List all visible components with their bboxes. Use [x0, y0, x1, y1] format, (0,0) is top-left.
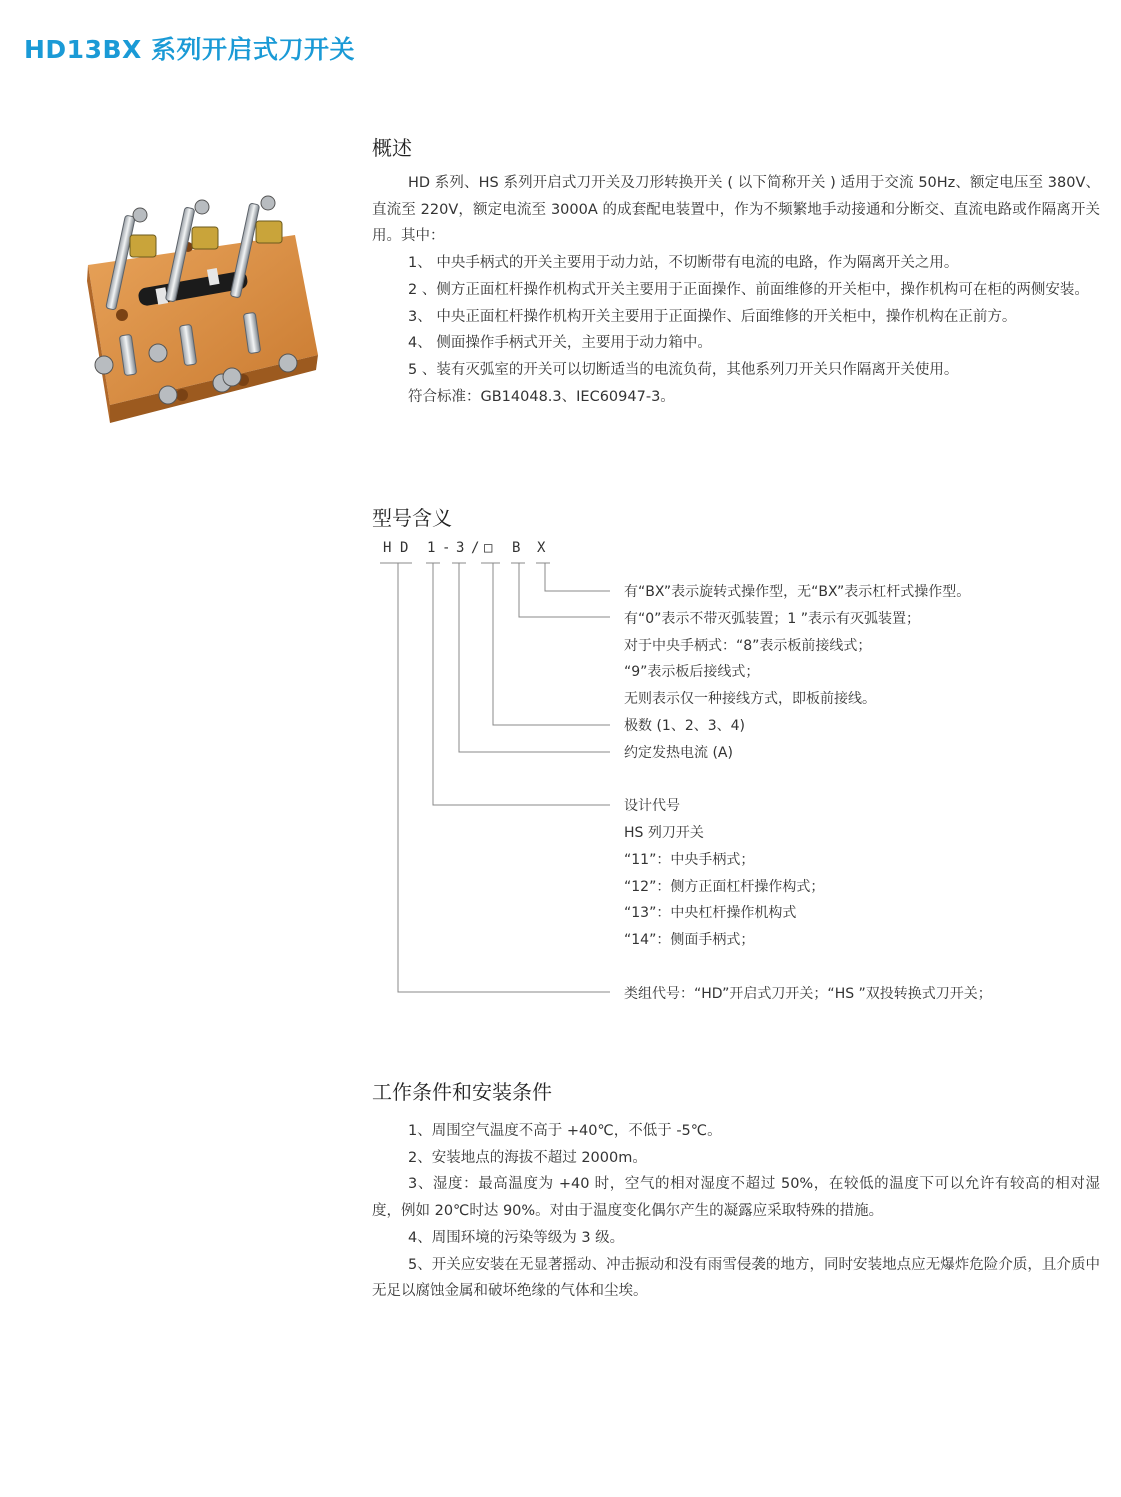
legend-line: “9”表示板后接线式；	[624, 664, 760, 680]
overview-text	[372, 170, 1100, 410]
legend-line: “12”：侧方正面杠杆操作构式；	[624, 879, 825, 895]
overview-paragraph: 符合标准：GB14048.3、IEC60947-3。	[408, 388, 675, 405]
overview-paragraph: 1、 中央手柄式的开关主要用于动力站，不切断带有电流的电路，作为隔离开关之用。	[408, 255, 959, 272]
code-char: B	[512, 540, 522, 556]
legend-line: 有“BX”表示旋转式操作型，无“BX”表示杠杆式操作型。	[624, 584, 971, 600]
legend-line: 对于中央手柄式：“8”表示板前接线式；	[624, 638, 872, 654]
legend-line: 设计代号	[624, 798, 680, 814]
condition-item: 3、湿度：最高温度为 +40 时，空气的相对湿度不超过 50%，在较低的温度下可以允许有较高的相对湿度，例如 20℃时达 90%。对由于温度变化偶尔产生的凝露应采取特殊的措施。	[372, 1176, 1100, 1220]
model-heading: 型号含义	[372, 506, 452, 530]
page-title: HD13BX 系列开启式刀开关	[24, 35, 355, 64]
legend-line: 有“0”表示不带灭弧装置；1 ”表示有灭弧装置；	[624, 611, 921, 627]
conditions-heading: 工作条件和安装条件	[372, 1080, 552, 1104]
overview-paragraph: HD 系列、HS 系列开启式刀开关及刀形转换开关 ( 以下简称开关 ) 适用于交流 50Hz、额定电压至 380V、直流至 220V，额定电流至 3000A 的成套配电装置中，作为不频繁地手动接通和分断交、直流电路或作隔离开关用。其中：	[372, 175, 1100, 245]
code-char: 1	[427, 540, 437, 556]
knife-switch-product-image	[60, 195, 330, 430]
condition-item: 4、周围环境的污染等级为 3 级。	[408, 1229, 625, 1246]
overview-paragraph: 2 、侧方正面杠杆操作机构式开关主要用于正面操作、前面维修的开关柜中，操作机构可在柜的两侧安装。	[408, 281, 1089, 298]
legend-line: 无则表示仅一种接线方式，即板前接线。	[624, 691, 876, 707]
code-char: -	[442, 540, 452, 556]
code-char: /	[471, 540, 481, 556]
conditions-text	[372, 1118, 1100, 1305]
legend-line: 约定发热电流 (A)	[624, 745, 733, 761]
condition-item: 1、周围空气温度不高于 +40℃，不低于 -5℃。	[408, 1123, 722, 1139]
legend-line: “13”：中央杠杆操作机构式	[624, 905, 797, 921]
code-char: 3	[456, 540, 466, 556]
legend-line: “11”：中央手柄式；	[624, 852, 755, 868]
condition-item: 2、安装地点的海拔不超过 2000m。	[408, 1149, 647, 1166]
legend-line: 类组代号：“HD”开启式刀开关；“HS ”双投转换式刀开关；	[624, 986, 992, 1002]
overview-paragraph: 5 、装有灭弧室的开关可以切断适当的电流负荷，其他系列刀开关只作隔离开关使用。	[408, 361, 959, 378]
overview-paragraph: 3、 中央正面杠杆操作机构开关主要用于正面操作、后面维修的开关柜中，操作机构在正前方。	[408, 308, 1017, 325]
condition-item: 5、开关应安装在无显著摇动、冲击振动和没有雨雪侵袭的地方，同时安装地点应无爆炸危险介质，且介质中无足以腐蚀金属和破坏绝缘的气体和尘埃。	[372, 1256, 1100, 1300]
overview-paragraph: 4、 侧面操作手柄式开关，主要用于动力箱中。	[408, 335, 712, 352]
code-char: H	[383, 540, 393, 556]
code-char: □	[484, 540, 494, 556]
overview-heading: 概述	[372, 136, 412, 160]
legend-line: “14”：侧面手柄式；	[624, 932, 755, 948]
legend-line: HS 列刀开关	[624, 825, 704, 841]
code-char: D	[400, 540, 410, 556]
code-char: X	[537, 540, 547, 556]
legend-line: 极数 (1、2、3、4)	[624, 718, 746, 734]
